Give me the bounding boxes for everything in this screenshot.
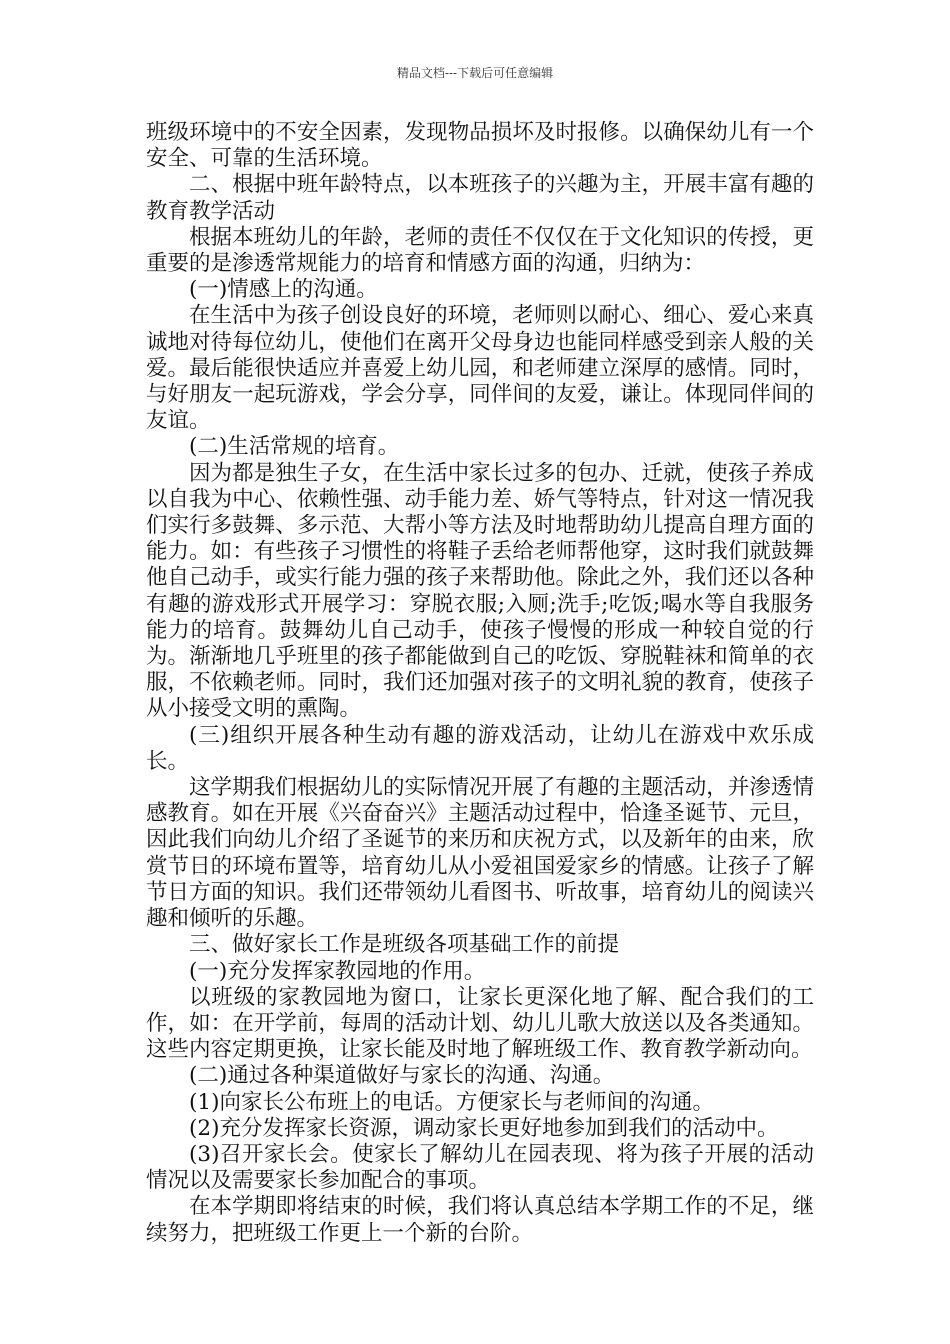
paragraph: 因为都是独生子女，在生活中家长过多的包办、迁就，使孩子养成以自我为中心、依赖性强、动手能力差、娇气等特点，针对这一情况我们实行多鼓舞、多示范、大帮小等方法及时地帮助幼儿提高自理方面的能力。如：有些孩子习惯性的将鞋子丢给老师帮他穿，这时我们就鼓舞他自己动手，或实行能力强的孩子来帮助他。除此之外，我们还以各种有趣的游戏形式开展学习：穿脱衣服;入厕;洗手;吃饭;喝水等自我服务能力的培育。鼓舞幼儿自己动手，使孩子慢慢的形成一种较自觉的行为。渐渐地几乎班里的孩子都能做到自己的吃饭、穿脱鞋袜和简单的衣服，不依赖老师。同时，我们还加强对孩子的文明礼貌的教育，使孩子从小接受文明的熏陶。 <box>146 460 814 722</box>
list-item: (2)充分发挥家长资源，调动家长更好地参加到我们的活动中。 <box>189 1115 779 1141</box>
document-body <box>146 120 814 1247</box>
subsection-heading: (三)组织开展各种生动有趣的游戏活动，让幼儿在游戏中欢乐成长。 <box>146 722 814 774</box>
subsection-heading: (一)充分发挥家教园地的作用。 <box>189 958 486 984</box>
subsection-heading: (二)通过各种渠道做好与家长的沟通、沟通。 <box>189 1063 615 1089</box>
page-header: 精品文档---下载后可任意编辑 <box>396 66 554 80</box>
section-heading: 二、根据中班年龄特点，以本班孩子的兴趣为主，开展丰富有趣的教育教学活动 <box>146 172 814 224</box>
paragraph: 在本学期即将结束的时候，我们将认真总结本学期工作的不足，继续努力，把班级工作更上一个新的台阶。 <box>146 1194 814 1246</box>
paragraph: 根据本班幼儿的年龄，老师的责任不仅仅在于文化知识的传授，更重要的是渗透常规能力的培育和情感方面的沟通，归纳为： <box>146 224 814 277</box>
list-item: (1)向家长公布班上的电话。方便家长与老师间的沟通。 <box>189 1089 714 1115</box>
paragraph: 在生活中为孩子创设良好的环境，老师则以耐心、细心、爱心来真诚地对待每位幼儿，使他们在离开父母身边也能同样感受到亲人般的关爱。最后能很快适应并喜爱上幼儿园，和老师建立深厚的感情。同时，与好朋友一起玩游戏，学会分享，同伴间的友爱，谦让。体现同伴间的友谊。 <box>146 303 814 434</box>
paragraph: 以班级的家教园地为窗口，让家长更深化地了解、配合我们的工作，如：在开学前，每周的活动计划、幼儿儿歌大放送以及各类通知。这些内容定期更换，让家长能及时地了解班级工作、教育教学新动向。 <box>146 984 814 1063</box>
list-item: (3)召开家长会。使家长了解幼儿在园表现、将为孩子开展的活动情况以及需要家长参加配合的事项。 <box>146 1141 814 1194</box>
section-heading: 三、做好家长工作是班级各项基础工作的前提 <box>189 932 620 958</box>
paragraph: 班级环境中的不安全因素，发现物品损坏及时报修。以确保幼儿有一个安全、可靠的生活环境。 <box>146 120 814 172</box>
paragraph: 这学期我们根据幼儿的实际情况开展了有趣的主题活动，并渗透情感教育。如在开展《兴奋奋兴》主题活动过程中，恰逢圣诞节、元旦，因此我们向幼儿介绍了圣诞节的来历和庆祝方式，以及新年的由来，欣赏节日的环境布置等，培育幼儿从小爱祖国爱家乡的情感。让孩子了解节日方面的知识。我们还带领幼儿看图书、听故事，培育幼儿的阅读兴趣和倾听的乐趣。 <box>146 775 814 932</box>
subsection-heading: (二)生活常规的培育。 <box>189 434 400 460</box>
subsection-heading: (一)情感上的沟通。 <box>189 277 378 303</box>
